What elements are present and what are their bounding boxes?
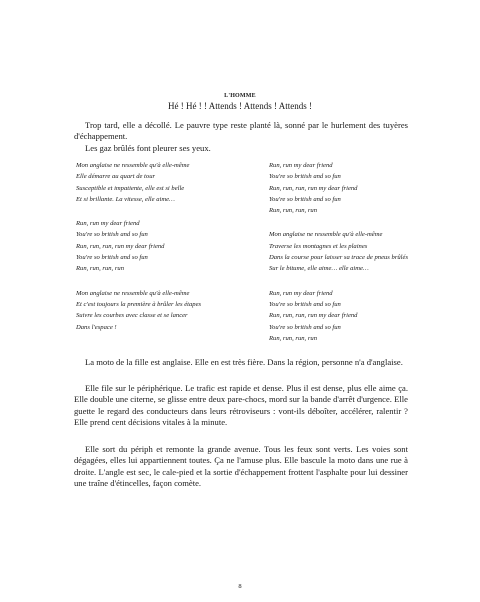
- paragraph-text: Elle sort du périph et remonte la grande avenue. Tous les feux sont verts. Les voies sont dégagées, elles lui appartiennent toutes. Ça ne l'amuse plus. Elle bascule la moto dans une rue à droite. L'angle est sec, le cale-pied et la sortie d'échappement frottent l'asphalte pour lui dessiner une traîne d'étincelles, façon comète.: [74, 444, 408, 489]
- body-paragraph-1: [74, 357, 408, 368]
- lyric-line: You're so british and so fun: [269, 173, 341, 181]
- lyric-line: Run, run, run, run my dear friend: [76, 242, 165, 250]
- lyric-line: Elle démarre au quart de tour: [76, 173, 156, 181]
- lyric-line: Mon anglaise ne ressemble qu'à elle-même: [76, 289, 190, 297]
- lyric-line: Suivre les courbes avec classe et se lancer: [76, 312, 188, 320]
- lyric-line: Et c'est toujours la première à brûler les étapes: [76, 300, 202, 308]
- lyric-line: Run, run my dear friend: [269, 289, 333, 297]
- intro-line-2: Les gaz brûlés font pleurer ses yeux.: [85, 142, 211, 153]
- body-paragraph-2: [74, 383, 408, 429]
- lyric-line: Run, run, run, run: [76, 265, 124, 273]
- lyric-line: You're so british and so fun: [76, 231, 148, 239]
- lyric-line: You're so british and so fun: [269, 323, 341, 331]
- stanza: [76, 288, 246, 333]
- lyric-line: Run, run, run, run: [269, 334, 317, 342]
- body-paragraph-3: [74, 444, 408, 490]
- paragraph-text: Elle file sur le périphérique. Le trafic est rapide et dense. Plus il est dense, plus elle aime ça. Elle double une citerne, se glisse entre deux pare-chocs, mord sur la bande d'arrêt d'urgence. Elle guette le regard des conducteurs dans leurs rétroviseurs : vont-ils déboîter, accélérer, ralentir ? Elle prend cent décisions vitales à la minute.: [74, 383, 408, 428]
- intro-line-1: Trop tard, elle a décollé. Le pauvre type reste planté là, sonné par le hurlement des tuyères d'échappement.: [74, 120, 408, 142]
- stanza: [76, 218, 246, 274]
- lyric-line: Mon anglaise ne ressemble qu'à elle-même: [76, 162, 190, 169]
- lyric-line: Et si brillante. La vitesse, elle aime…: [76, 195, 175, 203]
- speaker-line: Hé ! Hé ! ! Attends ! Attends ! Attends !: [168, 101, 312, 111]
- intro-paragraph: [74, 120, 408, 154]
- lyric-line: Susceptible et impatiente, elle est si belle: [76, 184, 185, 192]
- stanza: [269, 229, 439, 274]
- lyric-line: Dans la course pour laisser sa trace de pneus brûlés: [269, 254, 409, 262]
- lyric-line: Run, run, run, run my dear friend: [269, 312, 358, 320]
- lyric-line: Traverse les montagnes et les plaines: [269, 242, 368, 250]
- lyric-line: You're so british and so fun: [76, 254, 148, 262]
- page-number: 8: [238, 583, 242, 590]
- lyric-line: Sur le bitume, elle aime… elle aime…: [269, 265, 369, 273]
- lyric-line: Run, run my dear friend: [269, 162, 333, 169]
- paragraph-text: La moto de la fille est anglaise. Elle en est très fière. Dans la région, personne n'a d'anglaise.: [85, 357, 403, 367]
- speaker-name: L'HOMME: [224, 93, 256, 99]
- song-column-left: [76, 160, 246, 346]
- stanza: [269, 288, 439, 344]
- lyric-line: Run, run, run, run: [269, 207, 317, 215]
- lyric-line: You're so british and so fun: [269, 300, 341, 308]
- lyric-line: Run, run my dear friend: [76, 220, 140, 228]
- lyric-line: You're so british and so fun: [269, 195, 341, 203]
- song-column-right: [269, 160, 439, 357]
- stanza: [269, 160, 439, 216]
- lyric-line: Mon anglaise ne ressemble qu'à elle-même: [269, 231, 383, 239]
- stanza: [76, 160, 246, 205]
- lyric-line: Run, run, run, run my dear friend: [269, 184, 358, 192]
- lyric-line: Dans l'espace !: [76, 323, 117, 331]
